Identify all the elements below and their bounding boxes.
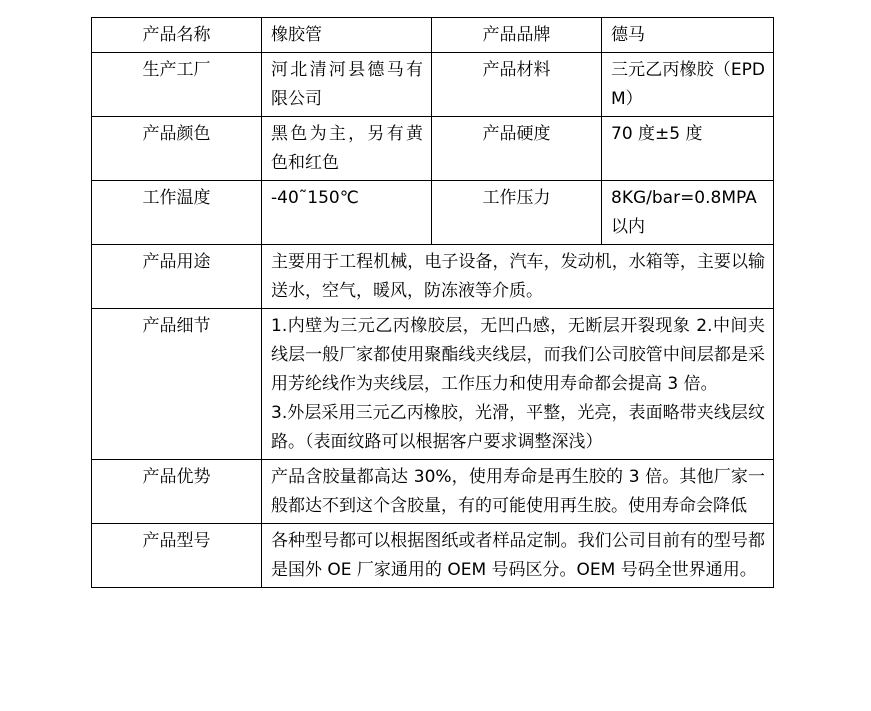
value-factory: 河北清河县德马有限公司 bbox=[262, 53, 432, 117]
label-color: 产品颜色 bbox=[92, 117, 262, 181]
table-row bbox=[92, 117, 774, 181]
value-details bbox=[262, 309, 774, 460]
table-row bbox=[92, 53, 774, 117]
table-row bbox=[92, 18, 774, 53]
label-factory: 生产工厂 bbox=[92, 53, 262, 117]
value-color: 黑色为主，另有黄色和红色 bbox=[262, 117, 432, 181]
label-working-pressure: 工作压力 bbox=[432, 181, 602, 245]
product-spec-table bbox=[91, 17, 774, 588]
label-product-brand: 产品品牌 bbox=[432, 18, 602, 53]
label-hardness: 产品硬度 bbox=[432, 117, 602, 181]
label-material: 产品材料 bbox=[432, 53, 602, 117]
details-paragraph-2: 3.外层采用三元乙丙橡胶，光滑，平整，光亮，表面略带夹线层纹路。（表面纹路可以根据客户要求调整深浅） bbox=[271, 403, 765, 452]
value-working-temperature: -40˜150℃ bbox=[262, 181, 432, 245]
label-model: 产品型号 bbox=[92, 524, 262, 588]
value-working-pressure: 8KG/bar=0.8MPA 以内 bbox=[602, 181, 774, 245]
table-row bbox=[92, 181, 774, 245]
table-row bbox=[92, 524, 774, 588]
value-product-brand: 德马 bbox=[602, 18, 774, 53]
table-row bbox=[92, 309, 774, 460]
value-usage: 主要用于工程机械，电子设备，汽车，发动机，水箱等，主要以输送水，空气，暖风，防冻液等介质。 bbox=[262, 245, 774, 309]
label-product-name: 产品名称 bbox=[92, 18, 262, 53]
value-product-name: 橡胶管 bbox=[262, 18, 432, 53]
label-advantage: 产品优势 bbox=[92, 460, 262, 524]
value-hardness: 70 度±5 度 bbox=[602, 117, 774, 181]
label-details: 产品细节 bbox=[92, 309, 262, 460]
table-row bbox=[92, 460, 774, 524]
table-row bbox=[92, 245, 774, 309]
value-advantage: 产品含胶量都高达 30%，使用寿命是再生胶的 3 倍。其他厂家一般都达不到这个含胶量，有的可能使用再生胶。使用寿命会降低 bbox=[262, 460, 774, 524]
label-working-temperature: 工作温度 bbox=[92, 181, 262, 245]
value-material: 三元乙丙橡胶（EPDM） bbox=[602, 53, 774, 117]
value-model: 各种型号都可以根据图纸或者样品定制。我们公司目前有的型号都是国外 OE 厂家通用的 OEM 号码区分。OEM 号码全世界通用。 bbox=[262, 524, 774, 588]
details-paragraph-1: 1.内壁为三元乙丙橡胶层，无凹凸感，无断层开裂现象 2.中间夹线层一般厂家都使用聚酯线夹线层，而我们公司胶管中间层都是采用芳纶线作为夹线层，工作压力和使用寿命都会提高 3 倍。 bbox=[271, 316, 765, 394]
label-usage: 产品用途 bbox=[92, 245, 262, 309]
